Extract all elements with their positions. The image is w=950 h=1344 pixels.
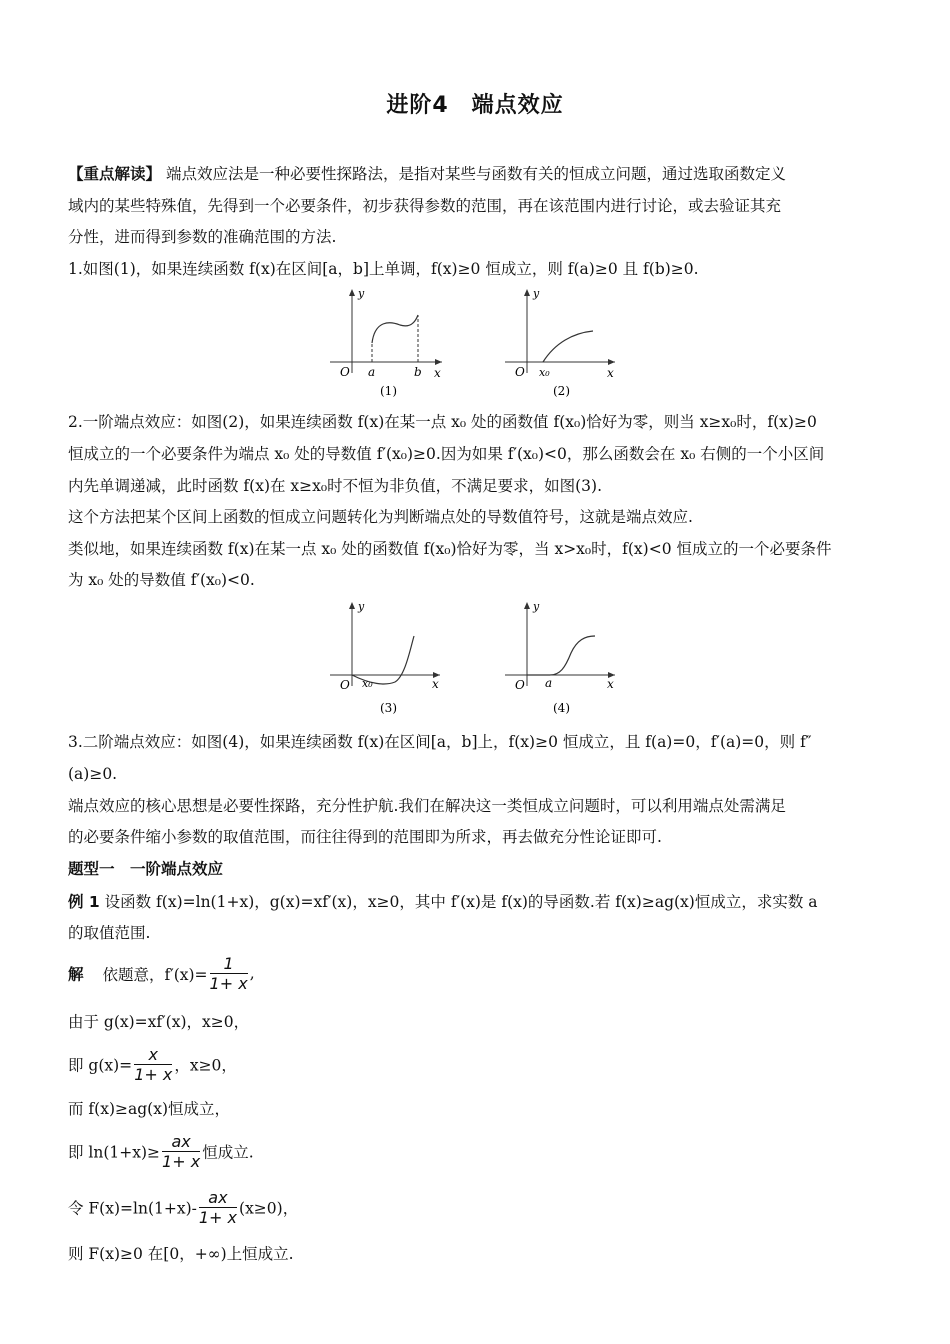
- figure-3-graph: [330, 598, 450, 718]
- fig2-origin: O: [515, 365, 525, 379]
- fig2-x-label: x: [607, 366, 614, 380]
- fig2-x0-label: x₀: [539, 366, 550, 379]
- solution-step-5-post: 恒成立.: [202, 1143, 254, 1162]
- fig3-caption: (3): [380, 701, 397, 715]
- fig1-x-label: x: [434, 366, 441, 380]
- item-3-line-2: (a)≥0.: [68, 765, 118, 783]
- solution-tag: 解: [68, 965, 84, 984]
- fig2-caption: (2): [553, 384, 570, 398]
- fig4-y-label: y: [533, 600, 540, 613]
- solution-step-5-pre: 即 ln(1+x)≥: [68, 1143, 161, 1162]
- solution-step-5: [68, 1132, 254, 1171]
- fraction-1-denominator: 1+ x: [209, 974, 248, 993]
- intro-tag: 【重点解读】: [68, 165, 162, 183]
- fig1-origin: O: [340, 365, 350, 379]
- fig1-b-label: b: [414, 365, 422, 379]
- figure-1-graph: [330, 285, 450, 400]
- fraction-3-numerator: ax: [162, 1132, 200, 1152]
- fig4-a-label: a: [545, 676, 553, 690]
- figure-4: [505, 598, 625, 718]
- fraction-3-denominator: 1+ x: [162, 1152, 201, 1171]
- example-line-1: [68, 891, 883, 913]
- example-tag: 例 1: [68, 893, 100, 911]
- solution-step-1: [68, 954, 255, 993]
- item-3-line-4: 的必要条件缩小参数的取值范围，而往往得到的范围即为所求，再去做充分性论证即可.: [68, 828, 662, 846]
- fraction-1-numerator: 1: [210, 954, 248, 974]
- solution-step-1-pre: 依题意，f′(x)=: [102, 965, 208, 984]
- fig1-caption: (1): [380, 384, 397, 398]
- item-3-line-3: 端点效应的核心思想是必要性探路，充分性护航.我们在解决这一类恒成立问题时，可以利用端点处需满足: [68, 797, 786, 815]
- fig4-caption: (4): [553, 701, 570, 715]
- item-2-line-5: 类似地，如果连续函数 f(x)在某一点 x₀ 处的函数值 f(x₀)恰好为零，当 x>x₀时，f(x)<0 恒成立的一个必要条件: [68, 540, 832, 558]
- intro-line-2: 域内的某些特殊值，先得到一个必要条件，初步获得参数的范围，再在该范围内进行讨论，或去验证其充: [68, 197, 782, 215]
- fig4-origin: O: [515, 678, 525, 692]
- fraction-1: [210, 954, 248, 993]
- fig3-y-label: y: [358, 600, 365, 613]
- item-2-line-1: 2.一阶端点效应：如图(2)，如果连续函数 f(x)在某一点 x₀ 处的函数值 f(x₀)恰好为零，则当 x≥x₀时，f(x)≥0: [68, 413, 817, 431]
- solution-step-4: 而 f(x)≥ag(x)恒成立，: [68, 1100, 230, 1118]
- figure-2: [505, 285, 625, 400]
- fig1-a-label: a: [368, 365, 376, 379]
- solution-step-1-post: ,: [249, 964, 255, 983]
- solution-step-6-post: (x≥0)，: [239, 1199, 299, 1218]
- fig4-x-label: x: [607, 677, 614, 691]
- fraction-3: [162, 1132, 200, 1171]
- section-heading: 题型一 一阶端点效应: [68, 860, 224, 878]
- solution-step-3-pre: 即 g(x)=: [68, 1056, 133, 1075]
- item-1: 1.如图(1)，如果连续函数 f(x)在区间[a，b]上单调，f(x)≥0 恒成立，则 f(a)≥0 且 f(b)≥0.: [68, 260, 699, 278]
- item-2-line-3: 内先单调递减，此时函数 f(x)在 x≥x₀时不恒为非负值，不满足要求，如图(3).: [68, 477, 602, 495]
- solution-step-6: [68, 1188, 298, 1227]
- fraction-4: [199, 1188, 237, 1227]
- fraction-2-numerator: x: [134, 1045, 172, 1065]
- fig3-x0-label: x₀: [362, 677, 373, 690]
- fraction-2-denominator: 1+ x: [134, 1065, 173, 1084]
- fig3-x-label: x: [432, 677, 439, 691]
- fraction-2: [134, 1045, 172, 1084]
- figure-4-graph: [505, 598, 625, 718]
- solution-step-3-post: ，x≥0，: [174, 1056, 237, 1075]
- fraction-4-numerator: ax: [199, 1188, 237, 1208]
- solution-step-3: [68, 1045, 237, 1084]
- figure-2-graph: [505, 285, 625, 400]
- fig1-y-label: y: [358, 287, 365, 300]
- fraction-4-denominator: 1+ x: [198, 1208, 238, 1227]
- solution-step-7: 则 F(x)≥0 在[0，+∞)上恒成立.: [68, 1245, 294, 1263]
- example-text-1: 设函数 f(x)=ln(1+x)，g(x)=xf′(x)，x≥0，其中 f′(x)是 f(x)的导函数.若 f(x)≥ag(x)恒成立，求实数 a: [104, 893, 818, 911]
- item-2-line-4: 这个方法把某个区间上函数的恒成立问题转化为判断端点处的导数值符号，这就是端点效应.: [68, 508, 693, 526]
- solution-step-6-pre: 令 F(x)=ln(1+x)-: [68, 1199, 197, 1218]
- item-2-line-6: 为 x₀ 处的导数值 f′(x₀)<0.: [68, 571, 255, 589]
- intro-text-1: 端点效应法是一种必要性探路法，是指对某些与函数有关的恒成立问题，通过选取函数定义: [165, 165, 786, 183]
- figure-3: [330, 598, 450, 718]
- item-2-line-2: 恒成立的一个必要条件为端点 x₀ 处的导数值 f′(x₀)≥0.因为如果 f′(x₀)<0，那么函数会在 x₀ 右侧的一个小区间: [68, 445, 825, 463]
- intro-line-3: 分性，进而得到参数的准确范围的方法.: [68, 228, 337, 246]
- intro-line-1: [68, 163, 883, 185]
- fig2-y-label: y: [533, 287, 540, 300]
- figure-1: [330, 285, 450, 400]
- solution-step-2: 由于 g(x)=xf′(x)，x≥0，: [68, 1013, 250, 1031]
- example-line-2: 的取值范围.: [68, 924, 151, 942]
- item-3-line-1: 3.二阶端点效应：如图(4)，如果连续函数 f(x)在区间[a，b]上，f(x)≥0 恒成立，且 f(a)=0，f′(a)=0，则 f″: [68, 733, 812, 751]
- page-title: 进阶4 端点效应: [386, 93, 564, 118]
- fig3-origin: O: [340, 678, 350, 692]
